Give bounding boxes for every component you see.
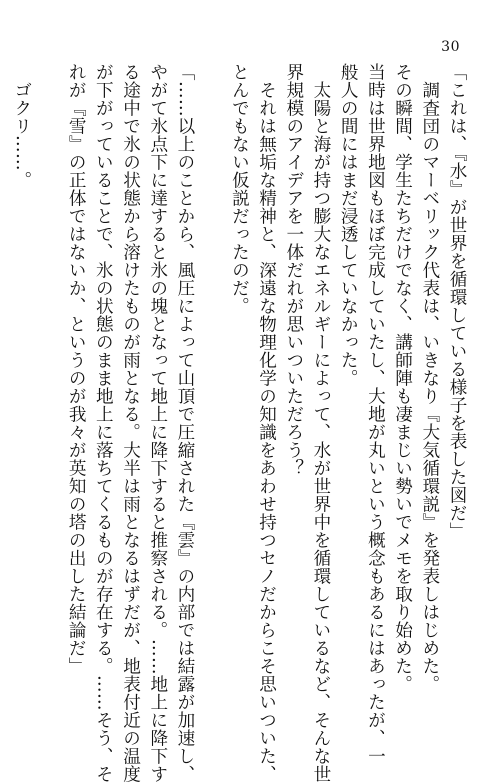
text-line: 界規模のアイデアを一体だれが思いついただろう？: [283, 63, 304, 477]
text-line: れが『雪』の正体ではないか、というのが我々が英知の塔の出した結論だ」: [66, 63, 87, 675]
text-line: 「……以上のことから、風圧によって山頂で圧縮された『雲』の内部では結露が加速し、: [174, 63, 195, 783]
text-line: それは無垢な精神と、深遠な物理化学の知識をあわせ持つセノだからこそ思いついた、: [256, 63, 277, 783]
text-line: る途中で氷の状態から溶けたものが雨となる。大半は雨となるはずだが、地表付近の温度: [120, 63, 141, 783]
text-line: 調査団のマーベリック代表は、いきなり『大気循環説』を発表しはじめた。: [419, 63, 440, 693]
text-line: とんでもない仮説だったのだ。: [229, 63, 250, 315]
blank-line: [198, 63, 225, 668]
text-line: 太陽と海が持つ膨大なエネルギーによって、水が世界中を循環しているなど、そんな世: [310, 63, 331, 783]
text-line: やがて氷点下に達すると氷の塊となって地上に降下すると推察される。……地上に降下す: [147, 63, 168, 783]
text-line: 当時は世界地図もほぼ完成していたし、大地が丸いという概念もあるにはあったが、一: [365, 63, 386, 765]
text-line: ゴクリ……。: [11, 63, 32, 189]
text-line: が下がっていることで、氷の状態のまま地上に落ちてくるものが存在する。……そう、そ: [93, 63, 114, 783]
page-number: 30: [441, 39, 460, 55]
body-text: [11, 63, 470, 783]
text-line: 般人の間にはまだ浸透していなかった。: [338, 63, 359, 387]
text-line: 「これは、『水』が世界を循環している様子を表した図だ」: [447, 63, 467, 541]
text-line: その瞬間、学生たちだけでなく、講師陣も凄まじい勢いでメモを取り始めた。: [392, 63, 413, 693]
blank-line: [35, 63, 62, 668]
